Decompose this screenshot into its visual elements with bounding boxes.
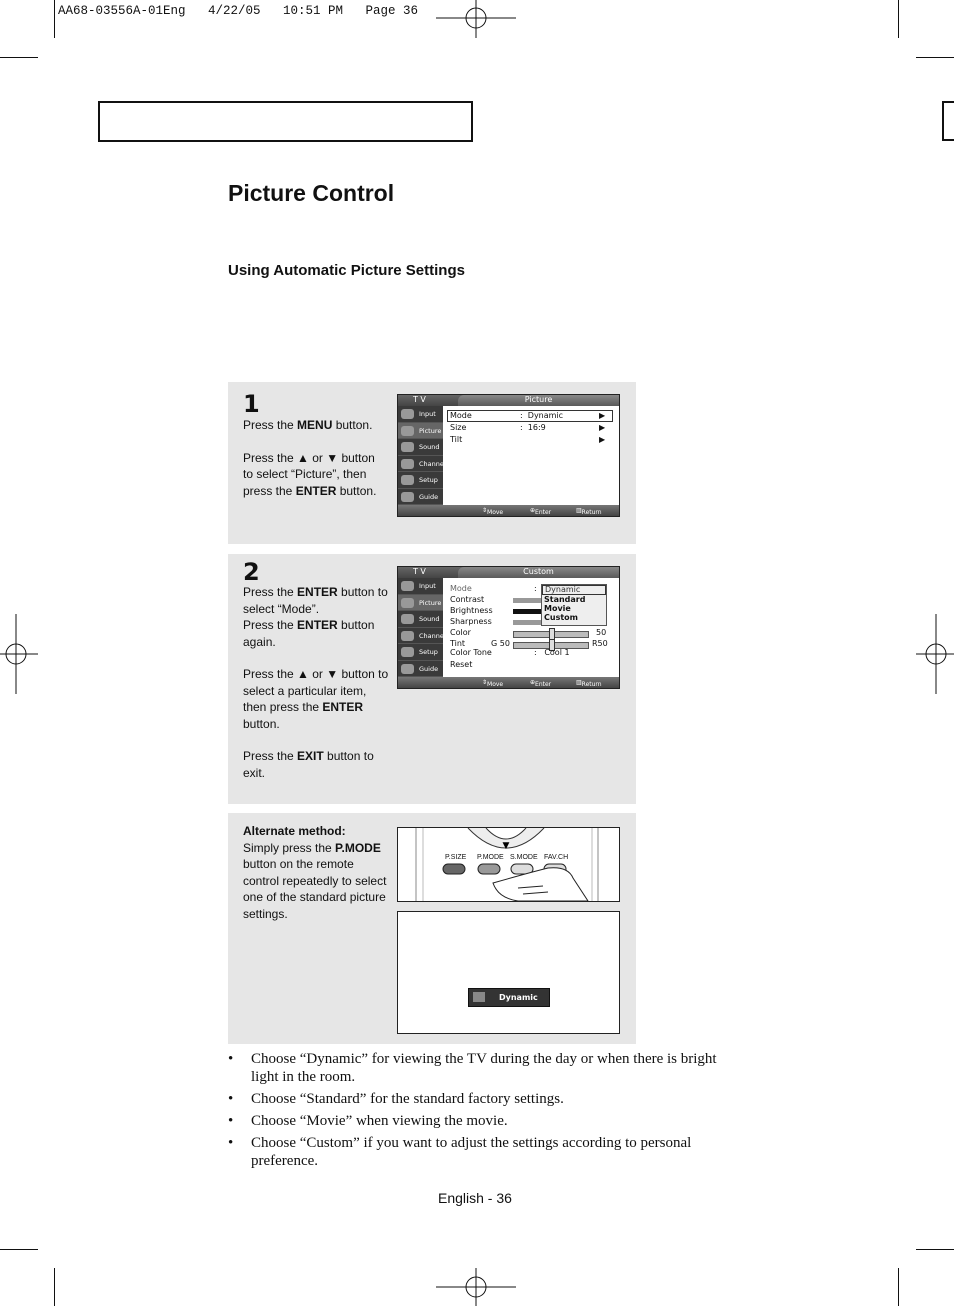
step2-panel — [228, 554, 636, 804]
section-subtitle: Using Automatic Picture Settings — [228, 262, 465, 279]
page-title: Picture Control — [228, 180, 395, 206]
menu-sidebar: Input Picture Sound Channel Setup Guide — [398, 578, 443, 677]
menu-screen-custom: T V Custom Input Picture Sound Channel Setup Guide Mode Contrast Brightness Sharpness Color Tint Color Tone Reset 50 G 50 R50 : Cool 1 : Dynamic Standard Movie Custom ⇕ Move ⊕ Enter ▥ Return — [397, 566, 620, 689]
crop-mark — [898, 0, 899, 38]
crop-mark — [0, 57, 38, 58]
svg-text:▼: ▼ — [502, 841, 510, 851]
alternate-panel — [228, 813, 636, 1044]
step1-panel — [228, 382, 636, 544]
list-item: • Choose “Standard” for the standard factory settings. — [228, 1090, 728, 1108]
crop-mark — [898, 1268, 899, 1306]
list-item: • Choose “Dynamic” for viewing the TV during the day or when there is bright light in the room. — [228, 1050, 728, 1086]
registration-mark — [916, 614, 954, 694]
menu-screen-picture: T V Picture Input Picture Sound Channel Setup Guide Mode : Dynamic Size : 16:9 Tilt ▶ ▶ ▶ ⇕ Move ⊕ Enter ▥ Return — [397, 394, 620, 517]
mode-dropdown: Dynamic Standard Movie Custom — [541, 584, 607, 626]
crop-mark — [0, 1249, 38, 1250]
step1-text: Press the MENU button. Press the ▲ or ▼ button to select “Picture”, then press the ENTER button. — [243, 418, 377, 498]
menu-sidebar: Input Picture Sound Channel Setup Guide — [398, 406, 443, 505]
list-item: • Choose “Custom” if you want to adjust the settings according to personal preference. — [228, 1134, 728, 1170]
registration-mark — [436, 1266, 516, 1306]
step-number: 2 — [243, 558, 260, 586]
step2-text: Press the ENTER button to select “Mode”. Press the ENTER button again. Press the ▲ or ▼ button to select a particular item, then press the ENTER button. Press the EXIT button to exit. — [243, 585, 389, 780]
bullet-list — [228, 1050, 728, 1174]
registration-mark — [0, 614, 38, 694]
header-box — [98, 101, 473, 142]
step-number: 1 — [243, 390, 260, 418]
page-footer: English - 36 — [438, 1190, 512, 1206]
side-tab — [942, 101, 954, 141]
crop-mark — [54, 0, 55, 38]
osd-dynamic: Dynamic — [468, 988, 550, 1007]
remote-illustration: ▼ P.SIZE P.MODE S.MODE FAV.CH — [397, 827, 620, 902]
print-header: AA68-03556A-01Eng 4/22/05 10:51 PM Page 36 — [58, 4, 419, 18]
crop-mark — [916, 57, 954, 58]
crop-mark — [916, 1249, 954, 1250]
osd-screen — [397, 911, 620, 1034]
crop-mark — [54, 1268, 55, 1306]
alternate-text: Alternate method: Simply press the P.MODE button on the remote control repeatedly to select one of the standard picture settings. — [243, 824, 387, 921]
picture-mode-icon — [473, 992, 485, 1002]
list-item: • Choose “Movie” when viewing the movie. — [228, 1112, 728, 1130]
registration-mark — [436, 0, 516, 40]
